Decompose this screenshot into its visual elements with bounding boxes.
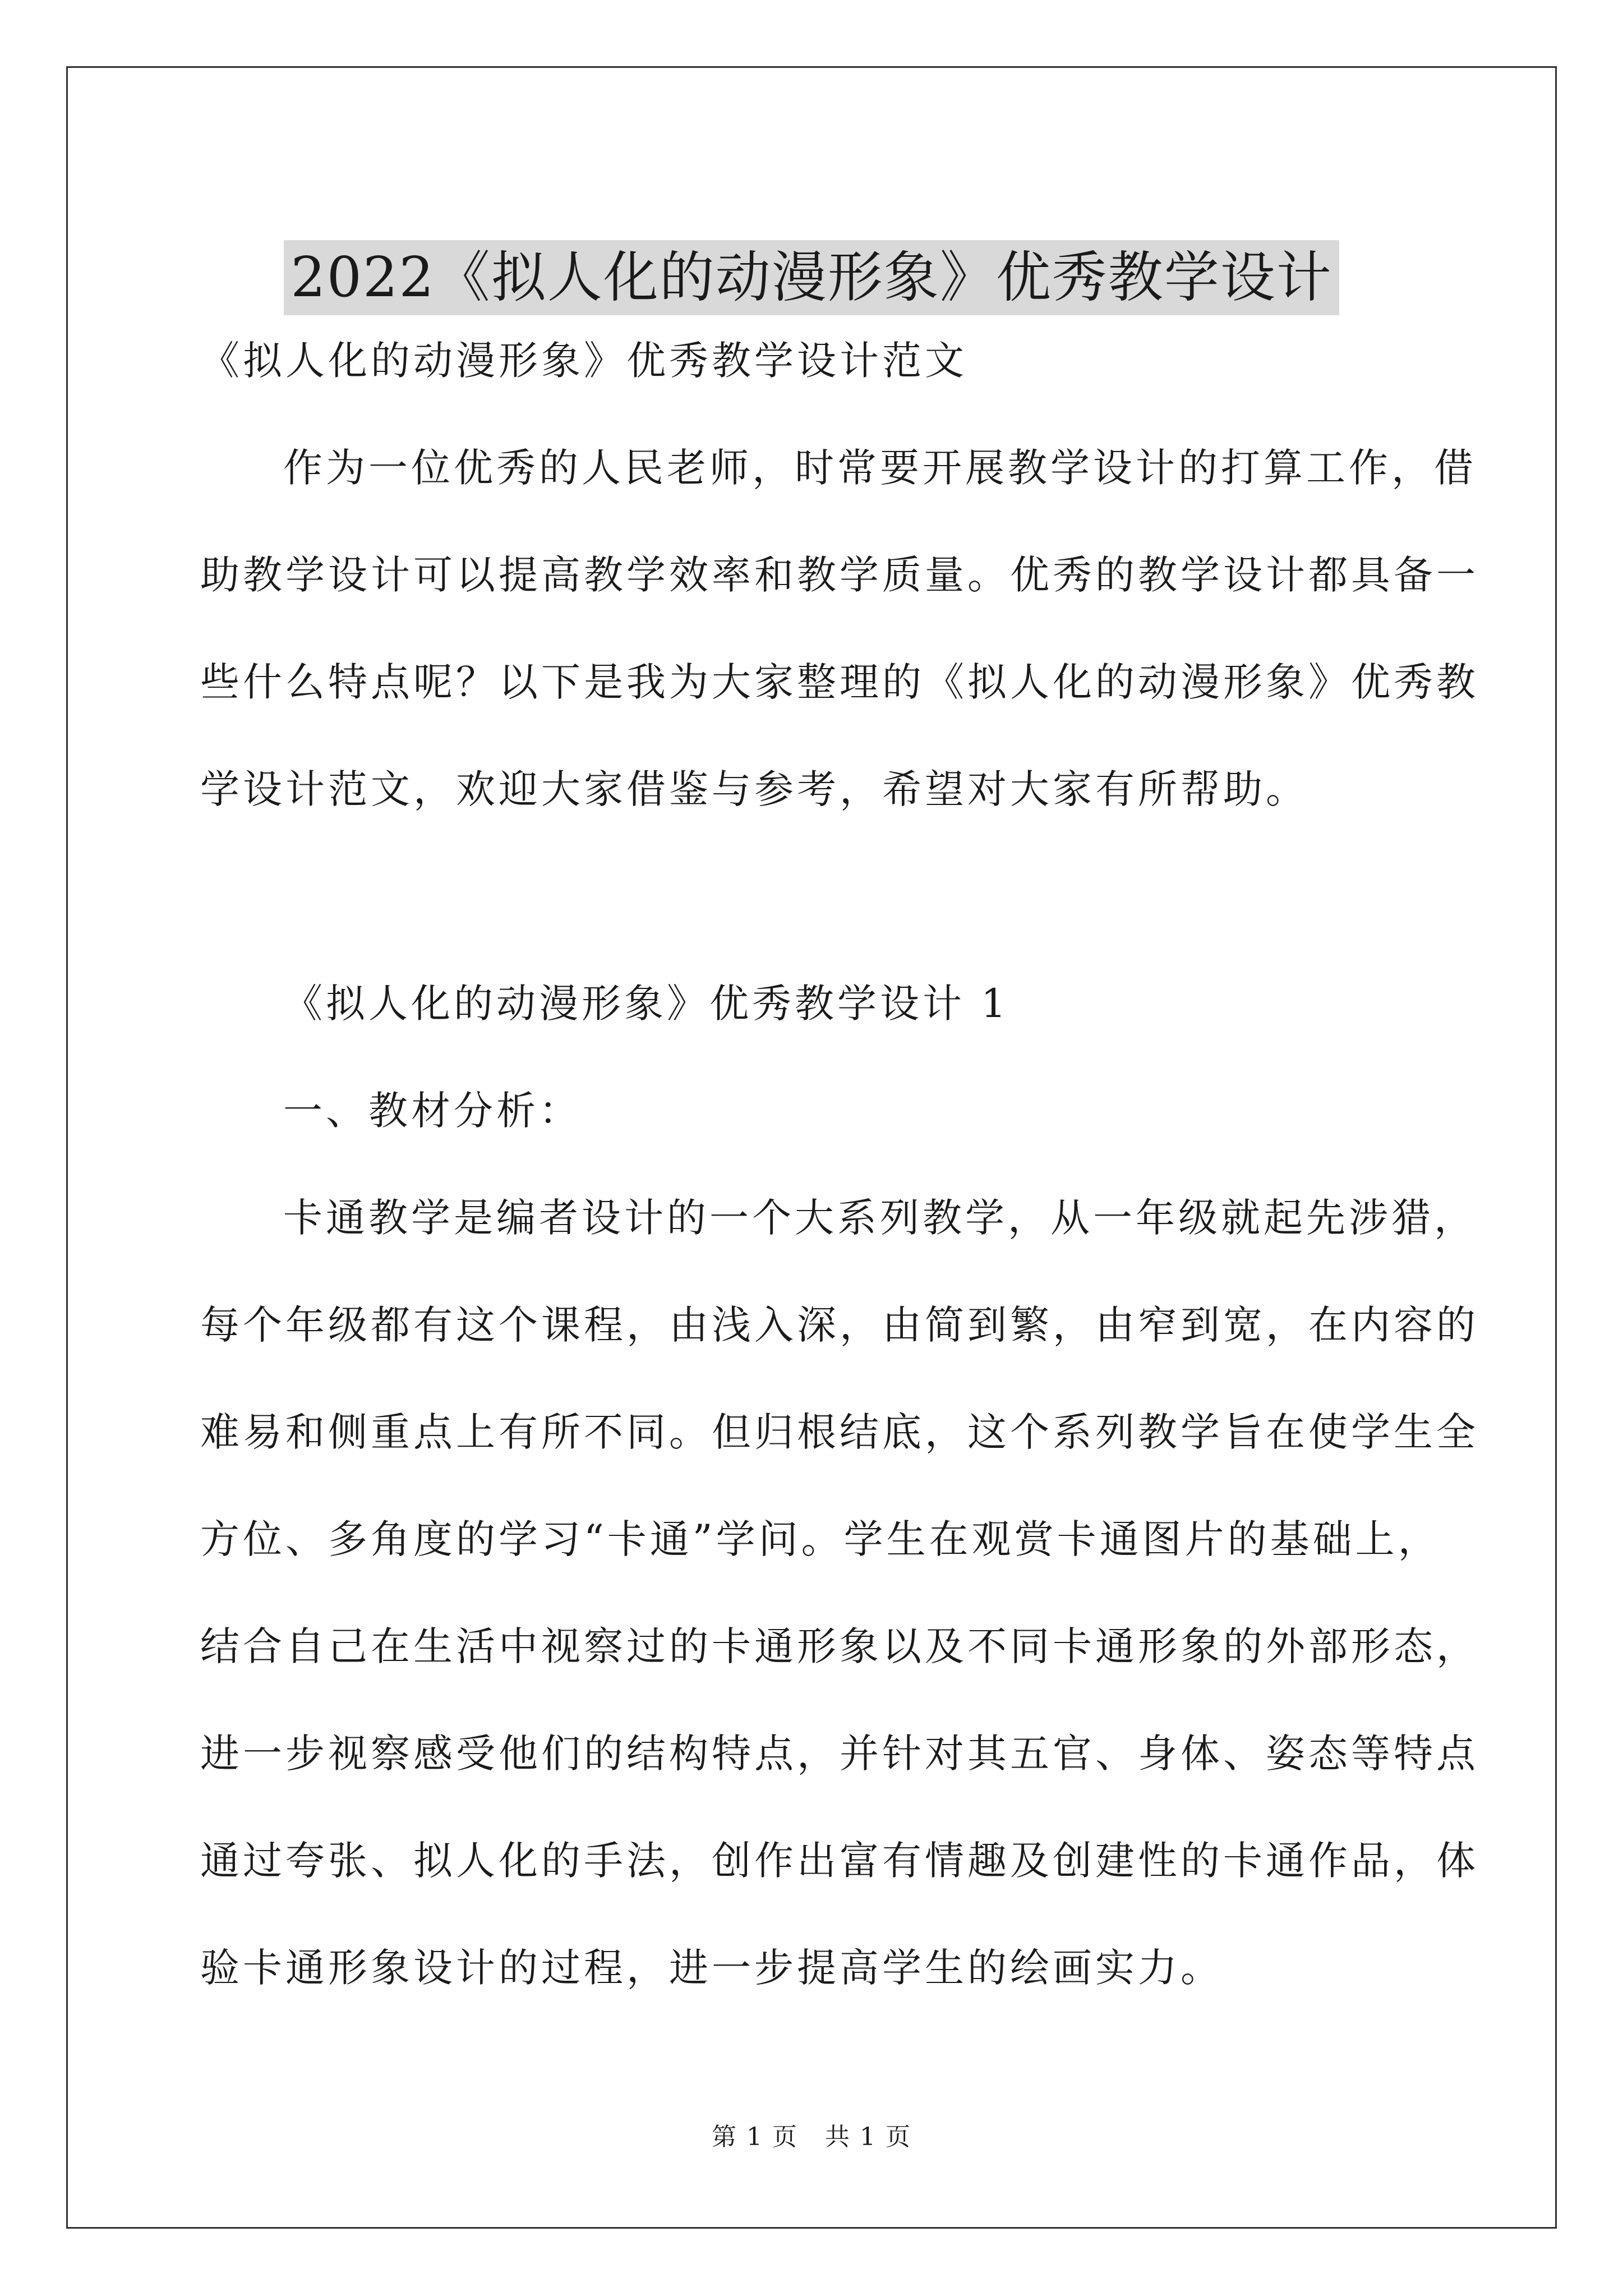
- intro-line: 些什么特点呢？以下是我为大家整理的《拟人化的动漫形象》优秀教: [200, 659, 1479, 705]
- intro-line: 助教学设计可以提高教学效率和教学质量。优秀的教学设计都具备一: [200, 552, 1479, 598]
- document-body: [200, 307, 1479, 2022]
- body-line: 通过夸张、拟人化的手法，创作出富有情趣及创建性的卡通作品，体: [200, 1838, 1479, 1884]
- body-line: 难易和侧重点上有所不同。但归根结底，这个系列教学旨在使学生全: [200, 1409, 1479, 1455]
- body-line: 结合自己在生活中视察过的卡通形象以及不同卡通形象的外部形态，: [200, 1623, 1479, 1669]
- intro-paragraph: [200, 415, 1479, 843]
- body-paragraph: [200, 1165, 1479, 2022]
- body-line: 验卡通形象设计的过程，进一步提高学生的绘画实力。: [200, 1945, 1223, 1991]
- intro-line: 作为一位优秀的人民老师，时常要开展教学设计的打算工作，借: [283, 445, 1477, 491]
- subsection-heading: 一、教材分析：: [283, 1088, 582, 1134]
- body-line: 方位、多角度的学习“卡通”学问。学生在观赏卡通图片的基础上，: [200, 1516, 1441, 1562]
- section-heading: 《拟人化的动漫形象》优秀教学设计 1: [283, 981, 1009, 1027]
- body-line: 每个年级都有这个课程，由浅入深，由简到繁，由窄到宽，在内容的: [200, 1302, 1479, 1348]
- page-total: 共 1 页: [825, 2123, 911, 2151]
- document-title: 2022《拟人化的动漫形象》优秀教学设计: [284, 240, 1339, 315]
- intro-line: 学设计范文，欢迎大家借鉴与参考，希望对大家有所帮助。: [200, 766, 1308, 812]
- document-subtitle: 《拟人化的动漫形象》优秀教学设计范文: [200, 338, 967, 384]
- page-number: 第 1 页: [712, 2123, 798, 2151]
- body-line: 进一步视察感受他们的结构特点，并针对其五官、身体、姿态等特点: [200, 1731, 1479, 1777]
- body-line: 卡通教学是编者设计的一个大系列教学，从一年级就起先涉猎，: [283, 1195, 1477, 1241]
- paragraph-gap: [200, 843, 1428, 950]
- page-footer: [0, 2120, 1623, 2154]
